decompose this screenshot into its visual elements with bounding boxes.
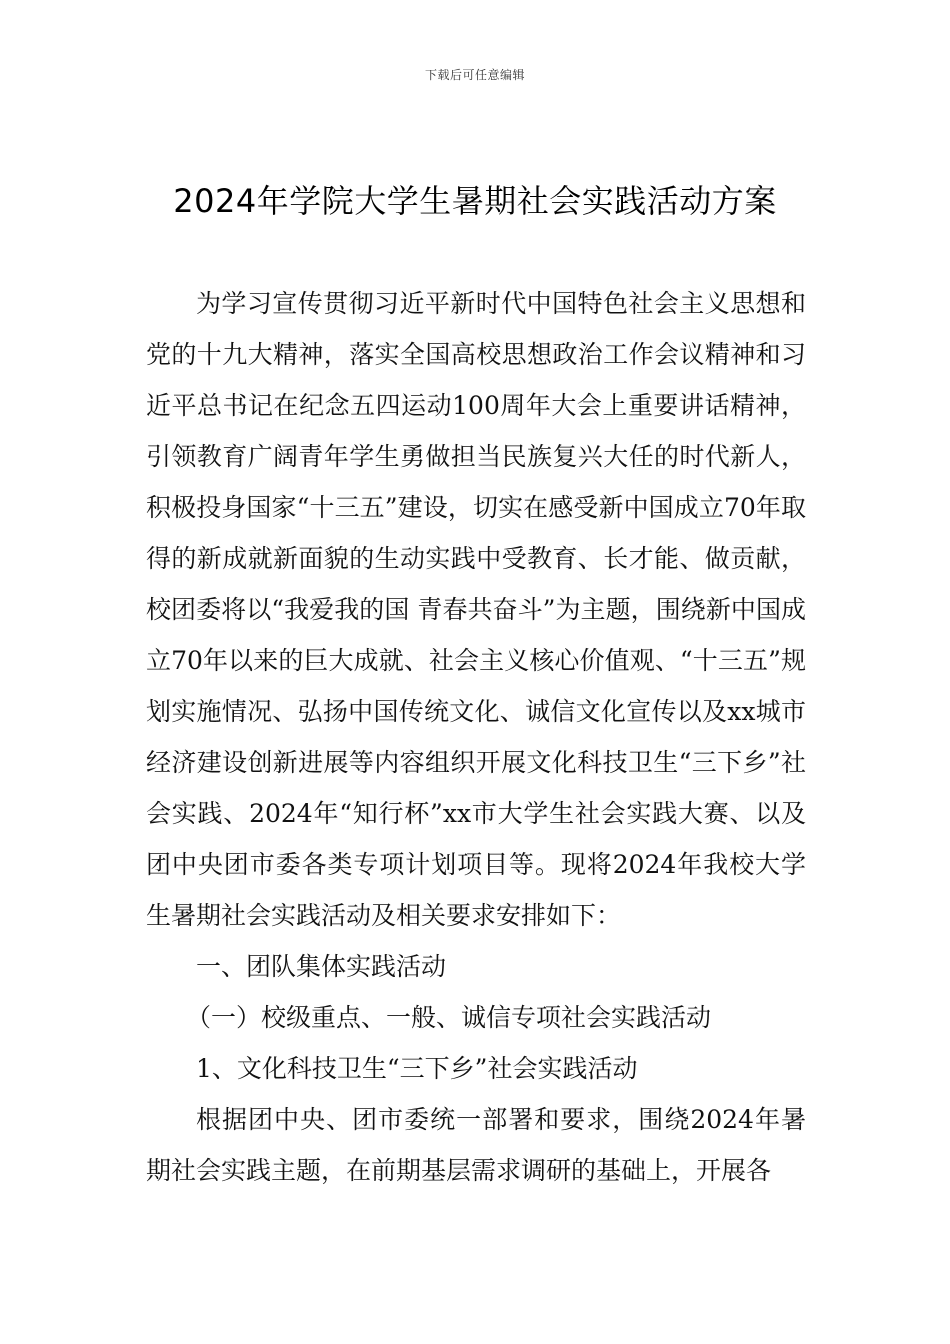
section-heading: 一、团队集体实践活动 <box>196 952 447 981</box>
intro-paragraph: 为学习宣传贯彻习近平新时代中国特色社会主义思想和党的十九大精神，落实全国高校思想政治工作会议精神和习近平总书记在纪念五四运动100周年大会上重要讲话精神，引领教育广阔青年学生勇做担当民族复兴大任的时代新人，积极投身国家“十三五”建设，切实在感受新中国成立70年取得的新成就新面貌的生动实践中受教育、长才能、做贡献，校团委将以“我爱我的国 青春共奋斗”为主题，围绕新中国成立70年以来的巨大成就、社会主义核心价值观、“十三五”规划实施情况、弘扬中国传统文化、诚信文化宣传以及xx城市经济建设创新进展等内容组织开展文化科技卫生“三下乡”社会实践、2024年“知行杯”xx市大学生社会实践大赛、以及团中央团市委各类专项计划项目等。现将2024年我校大学生暑期社会实践活动及相关要求安排如下： <box>146 289 806 930</box>
document-title: 2024年学院大学生暑期社会实践活动方案 <box>173 182 777 220</box>
download-note: 下载后可任意编辑 <box>424 68 525 82</box>
document-body <box>146 278 806 1196</box>
subsection-heading: （一）校级重点、一般、诚信专项社会实践活动 <box>186 1003 712 1032</box>
item-paragraph: 根据团中央、团市委统一部署和要求，围绕2024年暑期社会实践主题，在前期基层需求调研的基础上，开展各 <box>146 1105 806 1185</box>
item-heading: 1、文化科技卫生“三下乡”社会实践活动 <box>196 1054 638 1083</box>
